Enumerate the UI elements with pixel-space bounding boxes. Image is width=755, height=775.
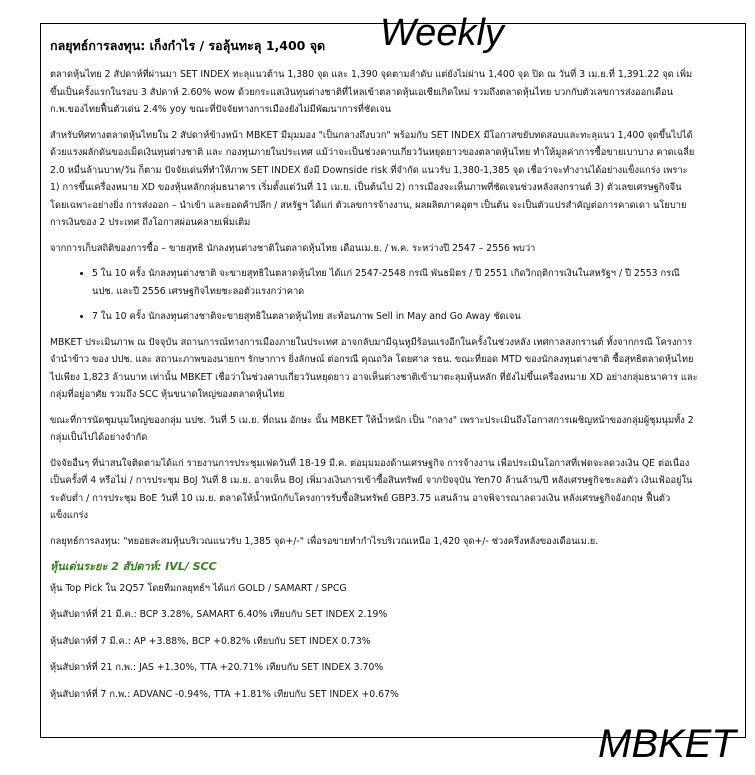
list-item: หุ้นสัปดาห์ที่ 7 มี.ค.: AP +3.88%, BCP +0.82% เทียบกับ SET INDEX 0.73% <box>50 635 371 647</box>
paragraph-statistics-intro: จากการเก็บสถิติของการซื้อ – ขายสุทธิ นักลงทุนต่างชาติในตลาดหุ้นไทย เดือนเม.ย. / พ.ค. ระหว่างปี 2547 – 2556 พบว่า <box>50 242 536 254</box>
report-title: กลยุทธ์การลงทุน: เก็งกำไร / รอลุ้นทะลุ 1,400 จุด <box>50 38 326 53</box>
list-item: หุ้นสัปดาห์ที่ 21 มี.ค.: BCP 3.28%, SAMART 6.40% เทียบกับ SET INDEX 2.19% <box>50 609 388 620</box>
statistics-list <box>50 265 700 326</box>
weekly-label: Weekly <box>380 12 504 54</box>
brand-label: MBKET <box>598 722 736 766</box>
list-item: หุ้นสัปดาห์ที่ 7 ก.พ.: ADVANC -0.94%, TTA +1.81% เทียบกับ SET INDEX +0.67% <box>50 688 399 700</box>
list-item: หุ้น Top Pick ใน 2Q57 โดยทีมกลยุทธ์ฯ ได้แก่ GOLD / SAMART / SPCG <box>50 582 347 594</box>
paragraph-rally: ขณะที่การนัดชุมนุมใหญ่ของกลุ่ม นปช. วันที่ 5 เม.ย. ที่ถนน อักษะ นั้น MBKET ให้น้ำหนัก เป็น "กลาง" เพราะประเมินถึงโอกาสการเผชิญหน้าของกลุ่มผู้ชุมนุมทั้ง 2 กลุ่มเป็นไปได้อย่างจำกัด <box>50 414 694 443</box>
report-body <box>50 66 700 712</box>
list-item: • 7 ใน 10 ครั้ง นักลงทุนต่างชาติจะขายสุทธิในตลาดหุ้นไทย สะท้อนภาพ Sell in May and Go Away ชัดเจน <box>92 308 700 326</box>
paragraph-market-review: ตลาดหุ้นไทย 2 สัปดาห์ที่ผ่านมา SET INDEX ทะลุแนวต้าน 1,380 จุด และ 1,390 จุดตามลำดับ แต่ยังไม่ผ่าน 1,400 จุด ปิด ณ วันที่ 3 เม.ย.ที่ 1,391.22 จุด เพิ่มขึ้นเป็นครั้งแรกในรอบ 3 สัปดาห์ 2.60% wow ด้วยกระแสเงินทุนต่างชาติที่ไหลเข้าตลาดหุ้นเอเชียเกิดใหม่ รวมถึงตลาดหุ้นไทย บวกกับตัวเลขการส่งออกเดือนก.พ.ของไทยฟื้นตัวเด่น 2.4% yoy ขณะที่ปัจจัยทางการเมืองยังไม่มีพัฒนาการที่ชัดเจน <box>50 69 693 115</box>
paragraph-outlook: สำหรับทิศทางตลาดหุ้นไทยใน 2 สัปดาห์ข้างหน้า MBKET มีมุมมอง "เป็นกลางถึงบวก" พร้อมกับ SET INDEX มีโอกาสขยับทดสอบและทะลุแนว 1,400 จุดขึ้นไปได้ ด้วยแรงผลักดันของเม็ดเงินทุนต่างชาติ และ กองทุนภายในประเทศ แม้ว่าจะเป็นช่วงคาบเกี่ยววันหยุดยาวของตลาดหุ้นไทย ทำให้มูลค่าการซื้อขายเบาบาง คาดเฉลี่ย 2.0 หมื่นล้านบาท/วัน ก็ตาม ปัจจัยเด่นที่ทำให้ภาพ SET INDEX ยังมี Downside risk ที่จำกัด แนวรับ 1,380-1,385 จุด เชื่อว่าจะทำงานได้อย่างแข็งแกร่ง เพราะ 1) การขึ้นเครื่องหมาย XD ของหุ้นหลักกลุ่มธนาคาร เริ่มตั้งแต่วันที่ 11 เม.ย. เป็นต้นไป 2) การเมืองจะเห็นภาพที่ชัดเจนช่วงหลังสงกรานต์ 3) ตัวเลขเศรษฐกิจจีน โดยเฉพาะอย่างยิ่ง การส่งออก – นำเข้า และยอดค้าปลีก / สหรัฐฯ ได้แก่ ตัวเลขการจ้างงาน, ผลผลิตภาคอุตฯ เป็นต้น จะเป็นตัวแปรสำคัญต่อการคาดเดา นโยบายการเงินของ 2 ประเทศ ถึงโอกาสผ่อนคลายเพิ่มเติม <box>50 129 695 228</box>
featured-stocks-heading: หุ้นเด่นระยะ 2 สัปดาห์: IVL/ SCC <box>50 560 217 573</box>
list-item: หุ้นสัปดาห์ที่ 21 ก.พ.: JAS +1.30%, TTA +20.71% เทียบกับ SET INDEX 3.70% <box>50 662 384 673</box>
paragraph-mbket-assessment: MBKET ประเมินภาพ ณ ปัจจุบัน สถานการณ์ทางการเมืองภายในประเทศ อาจกลับมามีฉุนหูมีร้อนแรงอีกในครั้งในช่วงหลัง เทศกาลสงกรานต์ ทั้งจากกรณี โครงการจำนำข้าว ของ ปปช. และ สถานะภาพของนายกฯ รักษาการ ยิ่งลักษณ์ ต่อกรณี คุณถวิล โดยศาล รธน. ขณะที่ยอด MTD ของนักลงทุนต่างชาติ ซื้อสุทธิตลาดหุ้นไทยไปเพียง 1,823 ล้านบาท เท่านั้น MBKET เชื่อว่าในช่วงคาบเกี่ยววันหยุดยาว อาจเห็นต่างชาติเข้ามาตะลุมหุ้นหลัก ที่ยังไม่ขึ้นเครื่องหมาย XD อย่างกลุ่มธนาคาร และกลุ่มที่อยู่อาศัย รวมถึง SCC หุ้นขนาดใหญ่ของตลาดหุ้นไทย <box>50 336 698 400</box>
paragraph-other-factors: ปัจจัยอื่นๆ ที่น่าสนใจติดตามได้แก่ รายงานการประชุมเฟดวันที่ 18-19 มี.ค. ต่อมุมมองด้านเศรษฐกิจ การจ้างงาน เพื่อประเมินโอกาสที่เฟดจะลดวงเงิน QE ต่อเนื่องเป็นครั้งที่ 4 หรือไม่ / การประชุม BoJ วันที่ 8 เม.ย. อาจเห็น BoJ เพิ่มวงเงินการเข้าซื้อสินทรัพย์ จากปัจจุบัน Yen70 ล้านล้าน/ปี หลังเศรษฐกิจชะลอตัว เงินเฟ้ออยู่ในระดับต่ำ / การประชุม BoE วันที่ 10 เม.ย. ตลาดให้น้ำหนักกับโครงการรับซื้อสินทรัพย์ GBP3.75 แสนล้าน อาจพิจารณาลดวงเงิน หลังเศรษฐกิจอังกฤษ ฟื้นตัวแข็งแกร่ง <box>50 457 693 521</box>
paragraph-strategy: กลยุทธ์การลงทุน: "ทยอยสะสมหุ้นบริเวณแนวรับ 1,385 จุด+/-" เพื่อรอขายทำกำไรบริเวณเหนือ 1,420 จุด+/- ช่วงครึ่งหลังของเดือนเม.ย. <box>50 535 599 547</box>
list-item: • 5 ใน 10 ครั้ง นักลงทุนต่างชาติ จะขายสุทธิในตลาดหุ้นไทย ได้แก่ 2547-2548 กรณี พันธมิตร / ปี 2551 เกิดวิกฤติการเงินในสหรัฐฯ / ปี 2553 กรณี นปช. และปี 2556 เศรษฐกิจไทยชะลอตัวแรงกว่าคาด <box>92 265 700 300</box>
